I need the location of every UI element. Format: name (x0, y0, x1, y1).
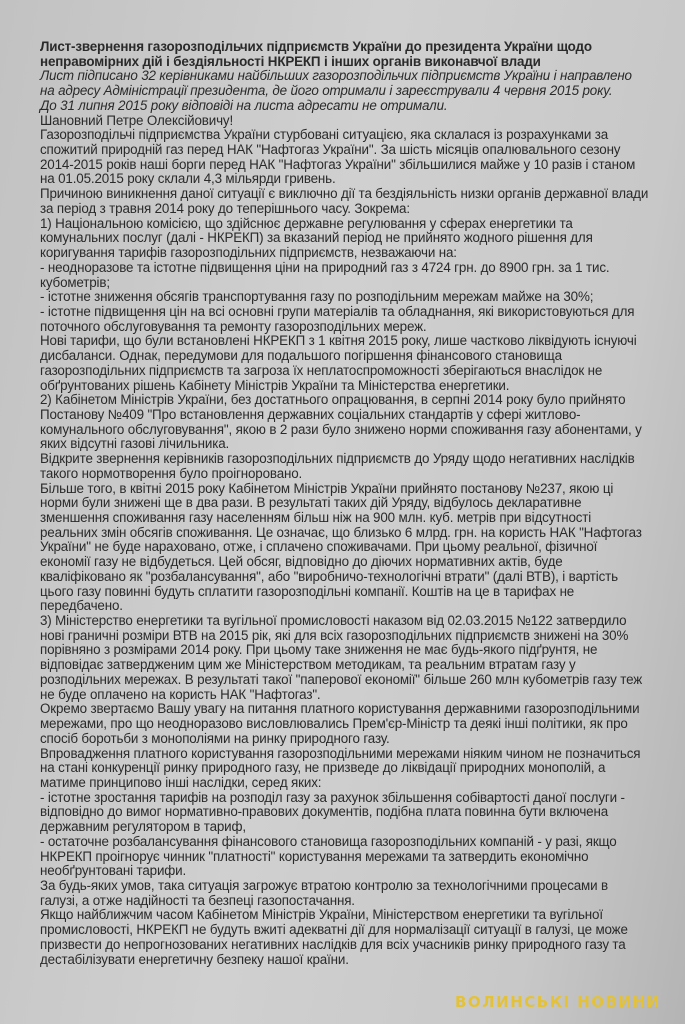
body-text-line: 1) Національною комісією, що здійснює державне регулювання у сферах енергетики та (40, 215, 573, 231)
body-text-line: Постанову №409 "Про встановлення державних соціальних стандартів у сфері житлово- (40, 406, 581, 422)
body-text-line: 3) Міністерство енергетики та вугільної промисловості наказом від 02.03.2015 №122 затвердило (40, 613, 627, 629)
letter-body (40, 114, 680, 968)
body-text-line: цього газу повинні будуть сплатити газорозподільні компанії. Коштів на це в тарифах не (40, 583, 575, 599)
body-text-line: дестабілізувати енергетичну безпеку нашої країни. (40, 951, 349, 967)
body-text-line: розподільних мережах. В результаті такої "паперової економії" більше 260 млн кубометрів газу теж (40, 671, 643, 687)
body-text-line: порівняно з розмірами 2014 року. При цьому таке зниження не має будь-якого підґрунтя, не (40, 642, 598, 658)
body-text-line: кубометрів; (40, 274, 110, 290)
body-text-line: зменшення споживання газу населенням більш ніж на 900 млн. куб. метрів при відсутності (40, 510, 592, 525)
body-text-line: Причиною виникнення даної ситуації є виключно дії та бездіяльність низки органів державної влади (40, 186, 649, 202)
body-text-line: не буде оплачено на користь НАК "Нафтогаз". (40, 686, 321, 702)
body-text-line: - істотне зниження обсягів транспортування газу по розподільним мережам майже на 30%; (40, 289, 594, 305)
body-text-line: НКРЕКП проігнорує чинник "платності" користування мережами та затвердить економічно (40, 848, 589, 864)
body-text-line: обґрунтованих рішень Кабінету Міністрів України та Міністерства енергетики. (40, 377, 510, 393)
body-text-line: Більше того, в квітні 2015 року Кабінетом Міністрів України прийнято постанову №237, якою ці (40, 480, 614, 496)
body-text-line: призвести до непрогнозованих негативних наслідків для всіх учасників ринку природного газу та (40, 936, 626, 952)
body-text-line: - остаточне розбалансування фінансового становища газорозподільних компаній - у разі, якщо (40, 833, 617, 849)
body-text-line: спожитий природній газ перед НАК "Нафтогаз України". За шість місяців опалювального сезону (40, 142, 621, 158)
body-text-line: матиме принципово інші наслідки, серед яких: (40, 774, 322, 790)
body-text-line: газорозподільних підприємств та загроза їх неплатоспроможності зберігаються внаслідок не (40, 362, 603, 378)
body-text-line: коригування тарифів газорозподільних підприємств, незважаючи на: (40, 245, 457, 261)
body-text-line: за період з травня 2014 року до теперішнього часу. Зокрема: (40, 200, 410, 216)
body-text-line: За будь-яких умов, така ситуація загрожує втратою контролю за технологічними процесами в (40, 877, 608, 893)
body-text-line: 2) Кабінетом Міністрів України, без достатнього опрацювання, в серпні 2014 року було прийнято (40, 392, 626, 408)
body-text-line: Відкрите звернення керівників газорозподільних підприємств до Уряду щодо негативних наслідків (40, 451, 635, 467)
letter-intro (40, 69, 680, 113)
body-text-line: Шановний Петре Олексійовичу! (40, 112, 234, 128)
body-text-line: дисбаланси. Однак, передумови для подальшого погіршення фінансового становища (40, 348, 562, 364)
body-text-line: поточного обслуговування та ремонту газорозподільних мереж. (40, 318, 427, 334)
body-text-line: - істотне зростання тарифів на розподіл газу за рахунок збільшення собівартості даної послуги - (40, 789, 625, 805)
body-text-line: промисловості, НКРЕКП не будуть вжиті адекватні дії для нормалізації ситуації в галузі, це може (40, 922, 628, 938)
body-text-line: Нові тарифи, що були встановлені НКРЕКП з 1 квітня 2015 року, лише частково ліквідують існуючі (40, 333, 637, 349)
body-text-line: нові граничні розміри ВТВ на 2015 рік, які для всіх газорозподільних підприємств знижені на 30% (40, 627, 629, 643)
body-text-line: Якщо найближчим часом Кабінетом Міністрів України, Міністерством енергетики та вугільної (40, 907, 603, 923)
title-text-line: неправомірних дій і бездіяльності НКРЕКП і інших органів виконавчої влади (40, 53, 541, 69)
body-text-line: комунального обслуговування", якою в 2 рази було знижено норми споживання газу абонентами, у (40, 421, 642, 437)
body-text-line: норми були знижені ще в два рази. В результаті таких дій Уряду, відбулось декларативне (40, 495, 582, 511)
body-text-line: спосіб боротьби з монополіями на ринку природного газу. (40, 730, 390, 746)
body-text-line: 2014-2015 років наші борги перед НАК "Нафтогаз України" збільшилися майже у 10 разів і станом (40, 156, 636, 172)
body-text-line: Газорозподільчі підприємства України стурбовані ситуацією, яка склалася із розрахунками за (40, 127, 609, 143)
body-text-line: кваліфіковано як "розбалансування", або "виробничо-технологічні втрати" (далі ВТВ), і вартість (40, 568, 618, 584)
intro-text-line: До 31 липня 2015 року відповіді на листа адресати не отримали. (40, 97, 448, 113)
title-text-line: Лист-звернення газорозподільчих підприємств України до президента України щодо (40, 39, 592, 54)
intro-text-line: на адресу Адміністрації президента, де його отримали і зареєстрували 4 червня 2015 року. (40, 83, 613, 99)
body-text-line: комунальних послуг (далі - НКРЕКП) за вказаний період не прийнято жодного рішення для (40, 230, 593, 246)
body-text-line: - неодноразове та істотне підвищення ціни на природний газ з 4724 грн. до 8900 грн. за 1 тис. (40, 259, 610, 275)
watermark-logo: ВОЛИНСЬКІ НОВИНИ (455, 993, 661, 1011)
body-text-line: яких відсутні газові лічильника. (40, 436, 230, 452)
body-text-line: необґрунтовані тарифи. (40, 863, 187, 879)
body-text-line: на 01.05.2015 року склали 4,3 мільярди гривень. (40, 171, 336, 187)
body-text-line: на стані конкуренції ринку природного газу, не призведе до ліквідації природних монополій, а (40, 760, 606, 776)
body-text-line: Окремо звертаємо Вашу увагу на питання платного користування державними газорозподільними (40, 701, 640, 717)
body-text-line: реальних змін обсягів споживання. Це означає, що близько 6 млрд. грн. на користь НАК "Нафтогаз (40, 524, 642, 540)
body-text-line: економії газу не відбудеться. Цей обсяг, відповідно до діючих нормативних актів, буде (40, 554, 563, 570)
body-text-line: відповідно до вимог нормативно-правових документів, подібна плата повинна бути включена (40, 804, 609, 820)
body-text-line: відповідає затвердженим цим же Міністерством методикам, та реальним втратам газу у (40, 657, 576, 673)
body-text-line: галузі, а отже надійності та безпеці газопостачання. (40, 892, 355, 908)
letter-title (40, 40, 680, 69)
intro-text-line: Лист підписано 32 керівниками найбільших газорозподільчих підприємств України і направлено (40, 68, 632, 84)
body-text-line: такого нормотворення було проігноровано. (40, 465, 303, 481)
body-text-line: України" не буде нараховано, отже, і сплачено споживачами. При цьому реальної, фізичної (40, 539, 598, 555)
body-text-line: - істотне підвищення цін на всі основні групи матеріалів та обладнання, які використовуються для (40, 303, 635, 319)
body-text-line: державним регулятором в тариф, (40, 819, 246, 835)
letter-document (40, 40, 680, 967)
body-text-line: передбачено. (40, 598, 123, 614)
body-text-line: Впровадження платного користування газорозподільними мережами ніяким чином не позначиться (40, 745, 641, 761)
body-text-line: мережами, про що неодноразово висловлювались Прем'єр-Міністр та деякі інші політики, як про (40, 716, 628, 732)
